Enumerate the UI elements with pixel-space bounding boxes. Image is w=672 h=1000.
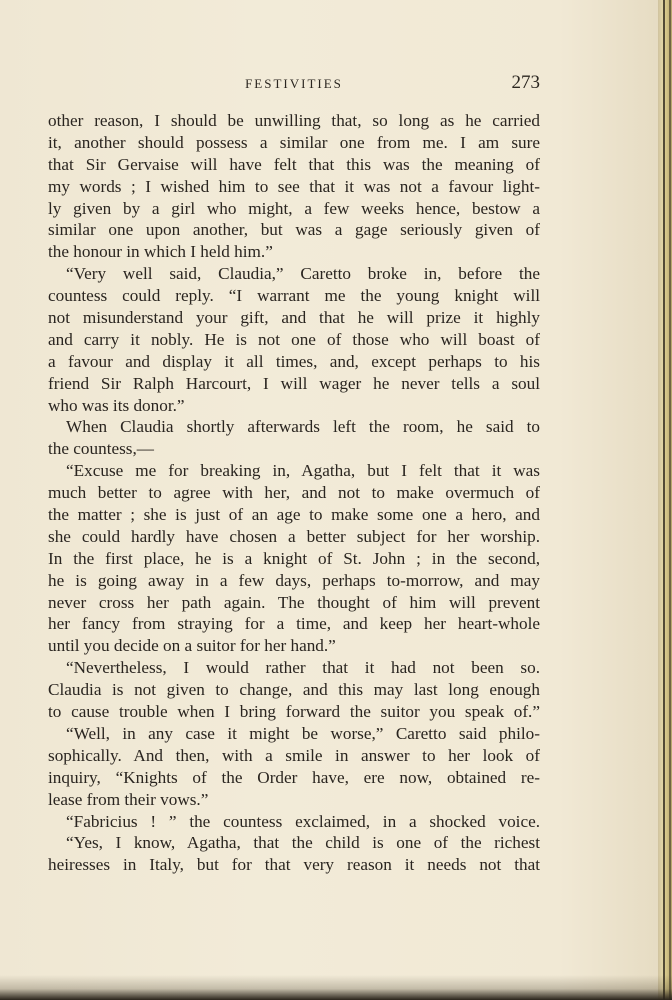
text-line: that Sir Gervaise will have felt that this was the meaning of	[48, 154, 540, 174]
page-number: 273	[511, 72, 540, 93]
text-line: her fancy from straying for a time, and keep her heart-whole	[48, 614, 540, 634]
running-head: FESTIVITIES	[245, 76, 343, 91]
text-line: other reason, I should be unwilling that, so long as he carried	[48, 111, 540, 130]
body-text	[48, 110, 540, 876]
text-line: he is going away in a few days, perhaps to-morrow, and may	[48, 570, 540, 590]
text-line: countess could reply. “I warrant me the young knight will	[48, 286, 540, 306]
text-line: it, another should possess a similar one from me. I am sure	[48, 132, 540, 152]
page-edge-line	[663, 0, 665, 1000]
page-header	[48, 72, 540, 98]
text-line: When Claudia shortly afterwards left the room, he said to	[66, 417, 540, 437]
text-line: “Fabricius ! ” the countess exclaimed, in a shocked voice.	[66, 811, 540, 831]
text-line: not misunderstand your gift, and that he will prize it highly	[48, 308, 540, 328]
text-line: In the first place, he is a knight of St. John ; in the second,	[48, 548, 540, 568]
text-line: much better to agree with her, and not to make overmuch of	[48, 483, 540, 503]
text-line: ly given by a girl who might, a few weeks hence, bestow a	[48, 198, 540, 218]
text-line: “Excuse me for breaking in, Agatha, but I felt that it was	[66, 461, 540, 481]
text-line: she could hardly have chosen a better subject for her worship.	[48, 526, 540, 546]
text-line: friend Sir Ralph Harcourt, I will wager he never tells a soul	[48, 373, 540, 393]
text-line: and carry it nobly. He is not one of those who will boast of	[48, 329, 540, 349]
text-line: Claudia is not given to change, and this may last long enough	[48, 680, 540, 700]
text-line: heiresses in Italy, but for that very reason it needs not that	[48, 855, 540, 875]
text-line: the honour in which I held him.”	[48, 242, 273, 262]
page-edge-line	[669, 0, 671, 1000]
text-line: similar one upon another, but was a gage seriously given of	[48, 220, 540, 240]
text-line: “Nevertheless, I would rather that it had not been so.	[66, 658, 540, 678]
text-line: until you decide on a suitor for her hand.”	[48, 636, 336, 656]
text-line: a favour and display it all times, and, except perhaps to his	[48, 351, 540, 371]
text-line: to cause trouble when I bring forward the suitor you speak of.”	[48, 702, 540, 722]
text-line: sophically. And then, with a smile in answer to her look of	[48, 745, 540, 765]
text-line: never cross her path again. The thought of him will prevent	[48, 592, 540, 612]
text-line: my words ; I wished him to see that it was not a favour light-	[48, 176, 540, 196]
text-line: “Very well said, Claudia,” Caretto broke in, before the	[66, 264, 540, 284]
text-line: “Well, in any case it might be worse,” Caretto said philo-	[66, 723, 540, 743]
text-line: lease from their vows.”	[48, 789, 209, 809]
text-line: the countess,—	[48, 439, 154, 459]
text-line: who was its donor.”	[48, 395, 185, 415]
text-line: inquiry, “Knights of the Order have, ere now, obtained re-	[48, 767, 540, 787]
text-line: the matter ; she is just of an age to make some one a hero, and	[48, 505, 540, 525]
bottom-shadow	[0, 975, 672, 1000]
text-line: “Yes, I know, Agatha, that the child is one of the richest	[66, 833, 540, 853]
